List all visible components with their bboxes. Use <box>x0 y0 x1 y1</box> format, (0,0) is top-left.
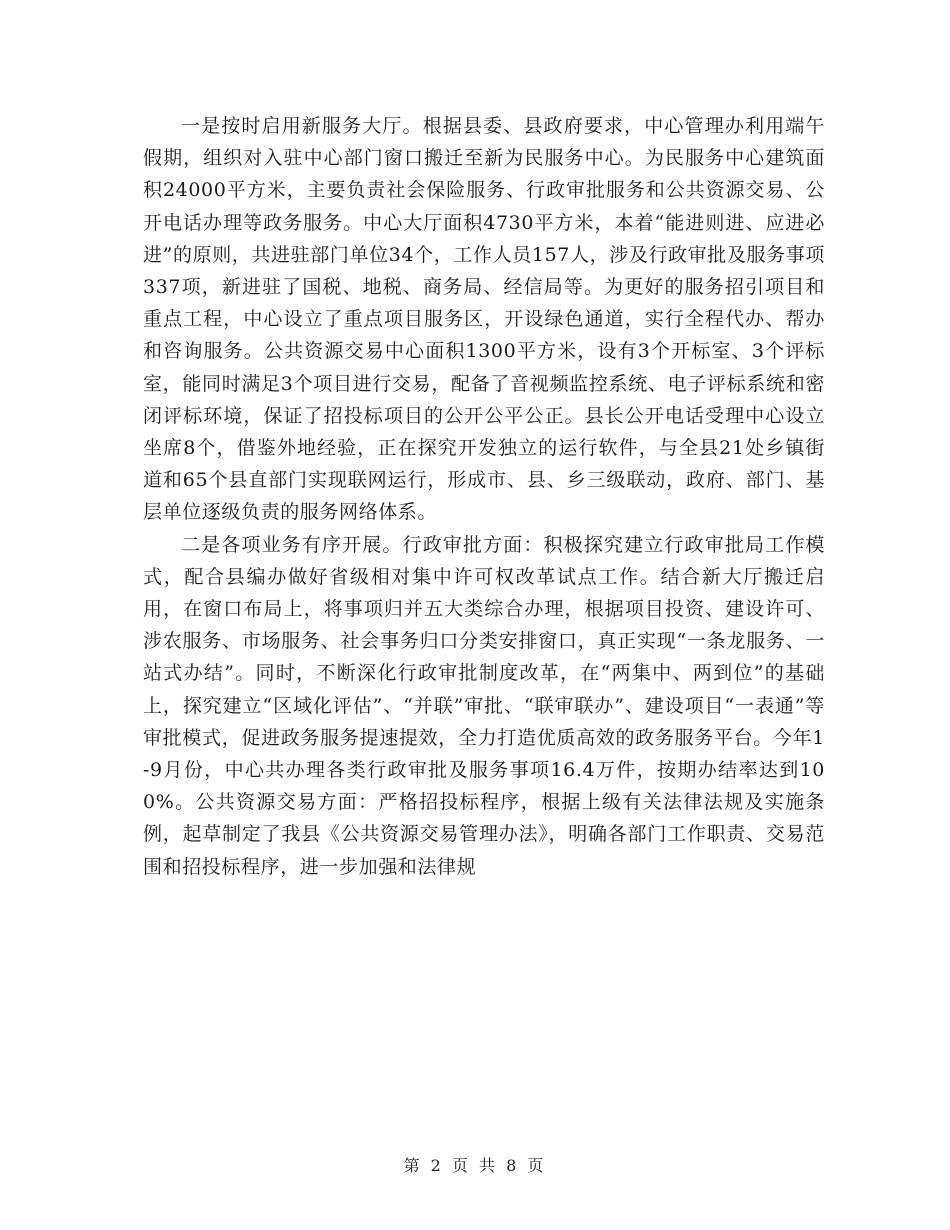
document-body <box>143 110 825 883</box>
paragraph-1: 一是按时启用新服务大厅。根据县委、县政府要求，中心管理办利用端午假期，组织对入驻中心部门窗口搬迁至新为民服务中心。为民服务中心建筑面积24000平方米，主要负责社会保险服务、行政审批服务和公共资源交易、公开电话办理等政务服务。中心大厅面积4730平方米，本着“能进则进、应进必进”的原则，共进驻部门单位34个，工作人员157人，涉及行政审批及服务事项337项，新进驻了国税、地税、商务局、经信局等。为更好的服务招引项目和重点工程，中心设立了重点项目服务区，开设绿色通道，实行全程代办、帮办和咨询服务。公共资源交易中心面积1300平方米，设有3个开标室、3个评标室，能同时满足3个项目进行交易，配备了音视频监控系统、电子评标系统和密闭评标环境，保证了招投标项目的公开公平公正。县长公开电话受理中心设立坐席8个，借鉴外地经验，正在探究开发独立的运行软件，与全县21处乡镇街道和65个县直部门实现联网运行，形成市、县、乡三级联动，政府、部门、基层单位逐级负责的服务网络体系。 <box>143 115 825 524</box>
page-number-footer: 第 2 页 共 8 页 <box>403 1156 547 1175</box>
paragraph-2: 二是各项业务有序开展。行政审批方面：积极探究建立行政审批局工作模式，配合县编办做好省级相对集中许可权改革试点工作。结合新大厅搬迁启用，在窗口布局上，将事项归并五大类综合办理，根据项目投资、建设许可、涉农服务、市场服务、社会事务归口分类安排窗口，真正实现“一条龙服务、一站式办结”。同时，不断深化行政审批制度改革，在“两集中、两到位”的基础上，探究建立“区域化评估”、“并联”审批、“联审联办”、建设项目“一表通”等审批模式，促进政务服务提速提效，全力打造优质高效的政务服务平台。今年1-9月份，中心共办理各类行政审批及服务事项16.4万件，按期办结率达到100%。公共资源交易方面：严格招投标程序，根据上级有关法律法规及实施条例，起草制定了我县《公共资源交易管理办法》，明确各部门工作职责、交易范围和招投标程序，进一步加强和法律规 <box>143 533 825 878</box>
